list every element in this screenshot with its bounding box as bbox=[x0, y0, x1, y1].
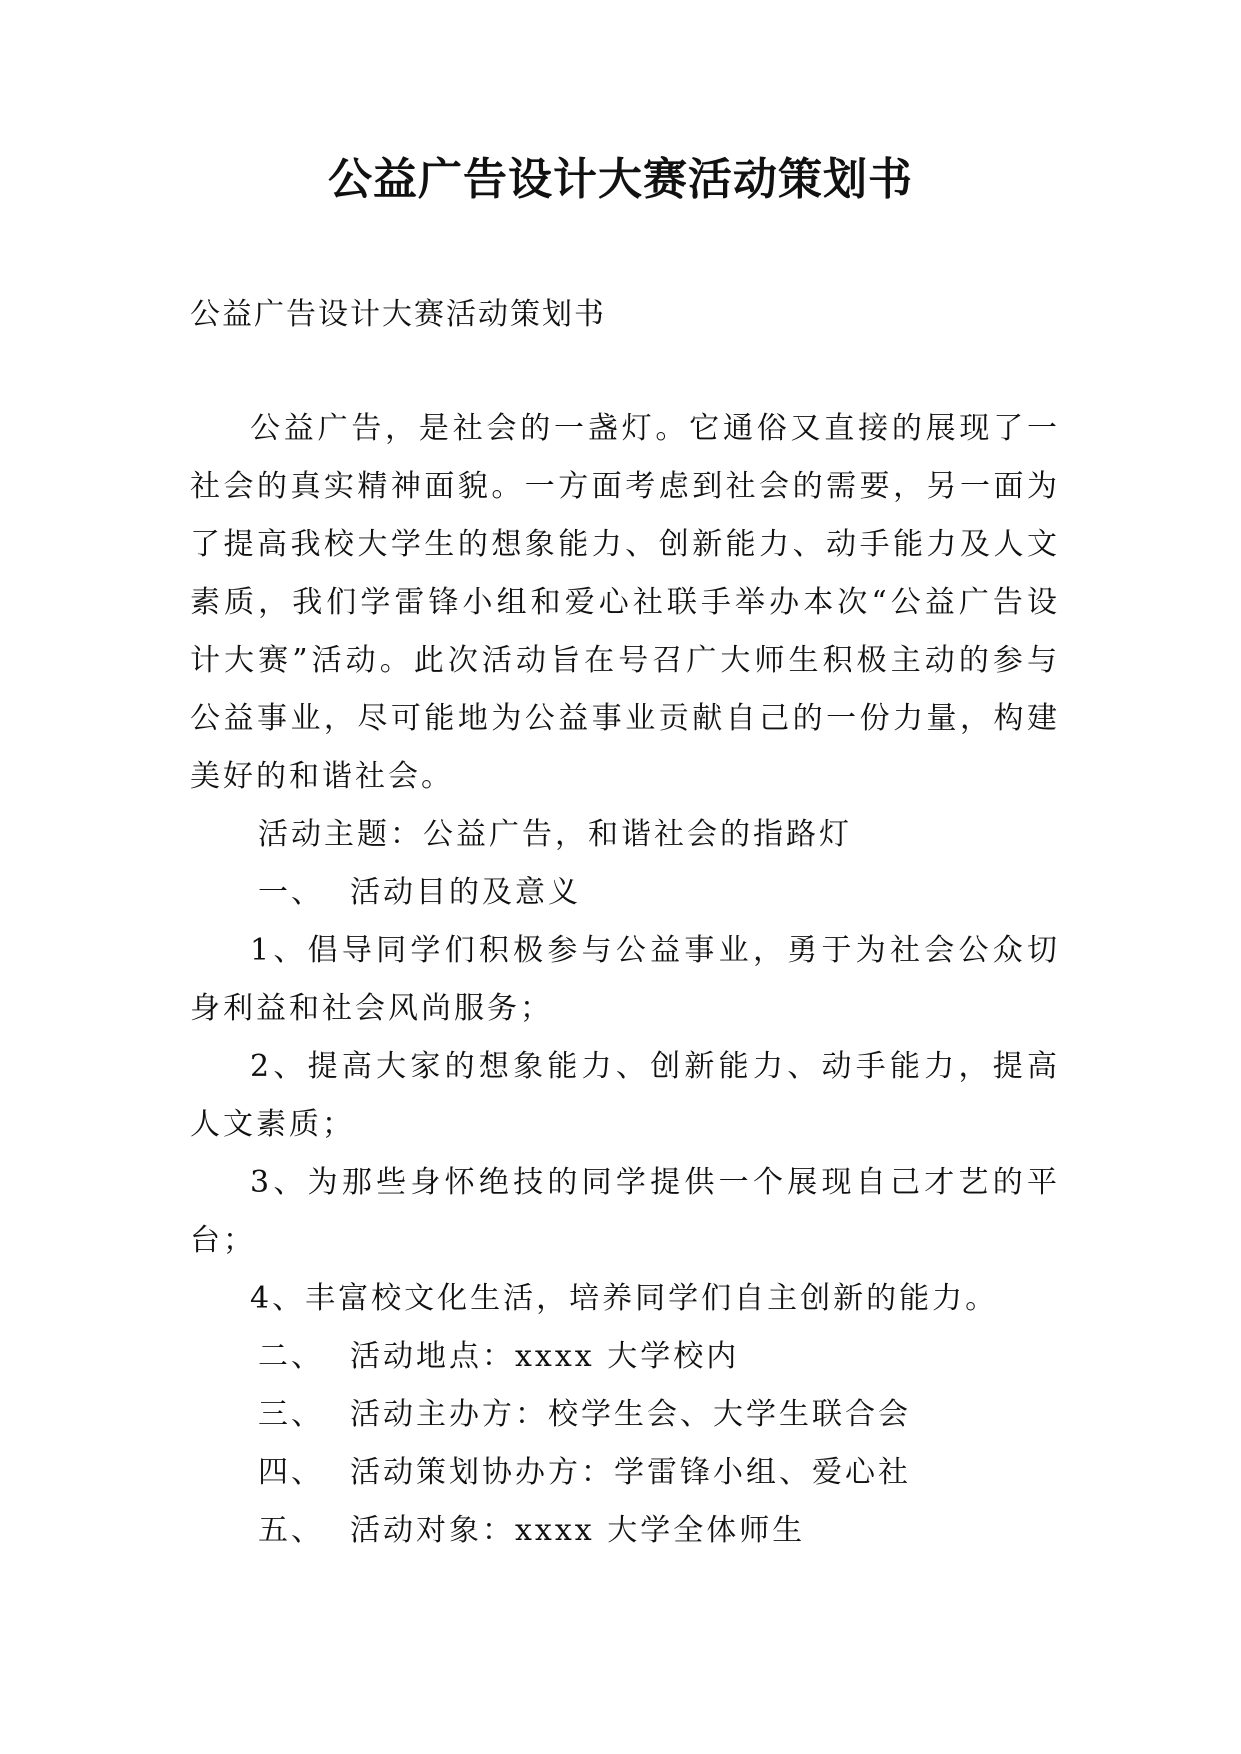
section-marker: 二、 bbox=[258, 1339, 324, 1374]
theme-line: 活动主题：公益广告，和谐社会的指路灯 bbox=[258, 817, 852, 852]
section-heading-text: 活动目的及意义 bbox=[350, 875, 581, 910]
section-organizer bbox=[190, 1386, 1060, 1444]
section-text: 活动策划协办方：学雷锋小组、爱心社 bbox=[350, 1455, 911, 1490]
purpose-item-4: 4、丰富校文化生活，培养同学们自主创新的能力。 bbox=[250, 1281, 999, 1316]
section-heading-purpose bbox=[190, 864, 1060, 922]
section-marker: 四、 bbox=[258, 1455, 324, 1490]
intro-paragraph: 公益广告，是社会的一盏灯。它通俗又直接的展现了一社会的真实精神面貌。一方面考虑到社会的需要，另一面为了提高我校大学生的想象能力、创新能力、动手能力及人文素质，我们学雷锋小组和爱心社联手举办本次“公益广告设计大赛”活动。此次活动旨在号召广大师生积极主动的参与公益事业，尽可能地为公益事业贡献自己的一份力量，构建美好的和谐社会。 bbox=[190, 411, 1060, 794]
section-audience bbox=[190, 1502, 1060, 1560]
document-subtitle: 公益广告设计大赛活动策划书 bbox=[190, 297, 606, 332]
section-text: 活动主办方：校学生会、大学生联合会 bbox=[350, 1397, 911, 1432]
document-body bbox=[190, 400, 1060, 1560]
section-location bbox=[190, 1328, 1060, 1386]
section-marker: 五、 bbox=[258, 1513, 324, 1548]
purpose-item-2: 2、提高大家的想象能力、创新能力、动手能力，提高人文素质； bbox=[190, 1049, 1060, 1142]
section-text: 活动地点：xxxx 大学校内 bbox=[350, 1339, 740, 1374]
section-text: 活动对象：xxxx 大学全体师生 bbox=[350, 1513, 806, 1548]
section-co-organizer bbox=[190, 1444, 1060, 1502]
purpose-item-3: 3、为那些身怀绝技的同学提供一个展现自己才艺的平台； bbox=[190, 1165, 1060, 1258]
purpose-item-1: 1、倡导同学们积极参与公益事业，勇于为社会公众切身利益和社会风尚服务； bbox=[190, 933, 1060, 1026]
section-marker: 一、 bbox=[258, 875, 324, 910]
document-title: 公益广告设计大赛活动策划书 bbox=[328, 154, 913, 205]
section-marker: 三、 bbox=[258, 1397, 324, 1432]
